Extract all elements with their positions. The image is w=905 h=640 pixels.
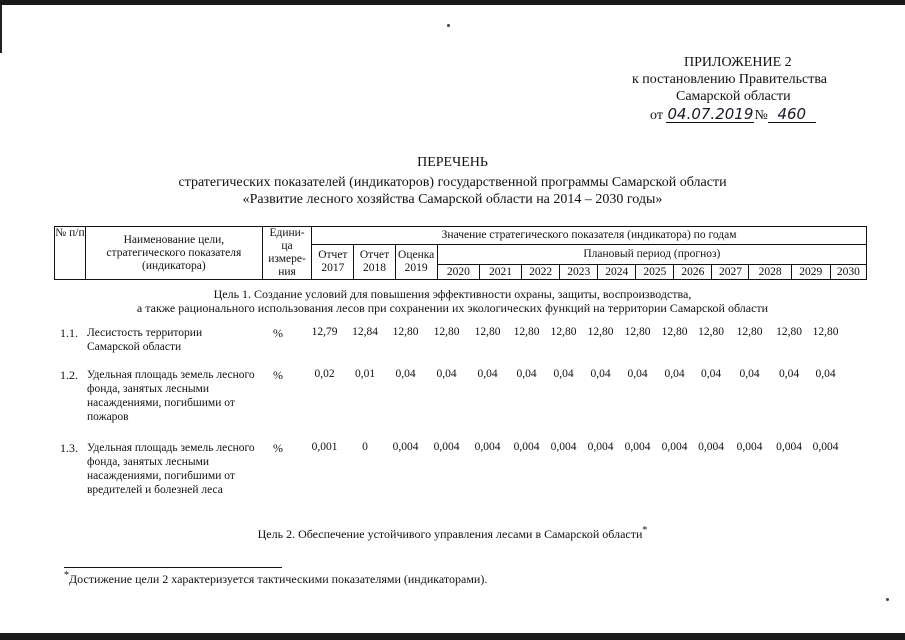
header-estimate-2019: Оценка 2019 xyxy=(395,245,437,280)
date-prefix: от xyxy=(650,108,663,123)
row-value: 12,80 xyxy=(698,326,724,338)
header-unit: Едини- ца измере- ния xyxy=(262,227,311,280)
row-value: 0,004 xyxy=(587,441,614,453)
row-value: 0,004 xyxy=(624,441,651,453)
row-value: 0,004 xyxy=(661,441,688,453)
footnote-rule xyxy=(64,567,282,568)
handwritten-number: 460 xyxy=(768,106,816,123)
header-year: 2028 xyxy=(749,265,791,280)
row-unit: % xyxy=(273,368,283,382)
row-value: 12,80 xyxy=(624,326,651,338)
row-value: 12,80 xyxy=(776,326,802,338)
doc-title: ПЕРЕЧЕНЬ xyxy=(417,155,488,170)
row-value: 12,79 xyxy=(311,326,338,338)
row-value: 0,004 xyxy=(698,441,724,453)
header-year: 2026 xyxy=(674,265,712,280)
header-values: Значение стратегического показателя (индикатора) по годам xyxy=(312,227,867,245)
header-num: № п/п xyxy=(55,227,86,280)
row-value: 0,004 xyxy=(392,441,419,453)
row-name: Удельная площадь земель лесного фонда, занятых лесными насаждениями, погибшими от вредителей и болезней леса xyxy=(87,442,255,496)
row-value: 12,80 xyxy=(392,326,419,338)
footnote-mark: * xyxy=(64,570,69,581)
row-value: 0,001 xyxy=(311,441,338,453)
row-value: 0,01 xyxy=(354,368,376,380)
header-year: 2030 xyxy=(830,265,866,280)
scan-speck xyxy=(886,598,889,601)
row-value: 0,004 xyxy=(812,441,839,453)
header-plan-period: Плановый период (прогноз) xyxy=(437,245,866,265)
row-value: 0,04 xyxy=(664,368,685,380)
appendix-region: Самарской области xyxy=(676,89,791,104)
row-value: 12,80 xyxy=(812,326,839,338)
program-name: «Развитие лесного хозяйства Самарской области на 2014 – 2030 годы» xyxy=(242,192,663,207)
row-value: 12,80 xyxy=(550,326,577,338)
row-value: 0,004 xyxy=(736,441,763,453)
header-year: 2025 xyxy=(636,265,674,280)
row-value: 0,004 xyxy=(550,441,577,453)
row-value: 12,80 xyxy=(587,326,614,338)
row-number: 1.2. xyxy=(60,368,78,382)
row-value: 0,04 xyxy=(436,368,457,380)
row-value: 0,04 xyxy=(477,368,498,380)
header-year: 2029 xyxy=(791,265,830,280)
header-report-2018: Отчет 2018 xyxy=(354,245,395,280)
row-value: 12,80 xyxy=(513,326,540,338)
row-value: 12,80 xyxy=(661,326,688,338)
doc-subtitle: стратегических показателей (индикаторов) государственной программы Самарской области xyxy=(178,175,727,190)
row-value: 0,04 xyxy=(553,368,574,380)
goal2-footnote-mark: * xyxy=(642,525,648,536)
row-name: Лесистость территории Самарской области xyxy=(87,327,203,353)
handwritten-date: 04.07.2019 xyxy=(667,105,754,123)
row-value: 12,84 xyxy=(352,326,378,338)
header-name: Наименование цели, стратегического показателя (индикатора) xyxy=(85,227,262,280)
footnote-text: Достижение цели 2 характеризуется тактическими показателями (индикаторами). xyxy=(69,572,488,586)
row-value: 12,80 xyxy=(736,326,763,338)
appendix-decree: к постановлению Правительства xyxy=(632,72,828,87)
row-value: 0,004 xyxy=(776,441,802,453)
row-value: 0,04 xyxy=(395,368,416,380)
appendix-date-line xyxy=(650,106,816,124)
row-name: Удельная площадь земель лесного фонда, занятых лесными насаждениями, погибшими от пожаров xyxy=(87,369,255,423)
row-value: 0,02 xyxy=(314,368,335,380)
goal2 xyxy=(0,524,905,541)
goal2-text: Цель 2. Обеспечение устойчивого управления лесами в Самарской области xyxy=(257,527,643,541)
goal1-line1: Цель 1. Создание условий для повышения эффективности охраны, защиты, воспроизводства, xyxy=(213,287,692,301)
row-value: 0,04 xyxy=(516,368,537,380)
row-value: 0,04 xyxy=(739,368,760,380)
scan-border-top xyxy=(0,0,905,5)
row-value: 0,04 xyxy=(778,368,800,380)
row-unit: % xyxy=(273,326,283,340)
row-unit: % xyxy=(273,441,283,455)
appendix-title: ПРИЛОЖЕНИЕ 2 xyxy=(684,55,792,70)
header-year: 2021 xyxy=(479,265,521,280)
number-prefix: № xyxy=(754,108,768,123)
row-value: 0,04 xyxy=(590,368,611,380)
footnote xyxy=(64,570,487,587)
row-value: 12,80 xyxy=(474,326,501,338)
scan-border-bottom xyxy=(0,633,905,640)
row-value: 0,04 xyxy=(815,368,836,380)
header-year: 2022 xyxy=(522,265,560,280)
row-value: 12,80 xyxy=(433,326,460,338)
header-year: 2020 xyxy=(437,265,479,280)
row-value: 0,004 xyxy=(433,441,460,453)
header-year: 2024 xyxy=(598,265,636,280)
row-value: 0,04 xyxy=(700,368,722,380)
row-number: 1.3. xyxy=(60,441,78,455)
row-value: 0,004 xyxy=(513,441,540,453)
goal1-line2: а также рационального использования лесов при сохранении их экологических функций на территории Самарской области xyxy=(136,301,769,315)
scan-speck xyxy=(447,24,450,27)
header-year: 2023 xyxy=(560,265,598,280)
row-value: 0,004 xyxy=(474,441,501,453)
indicators-header-table xyxy=(54,226,867,280)
scan-border-left xyxy=(0,5,2,53)
header-report-2017: Отчет 2017 xyxy=(312,245,354,280)
header-year: 2027 xyxy=(712,265,749,280)
row-value: 0 xyxy=(362,441,368,453)
row-number: 1.1. xyxy=(60,326,78,340)
row-value: 0,04 xyxy=(627,368,648,380)
